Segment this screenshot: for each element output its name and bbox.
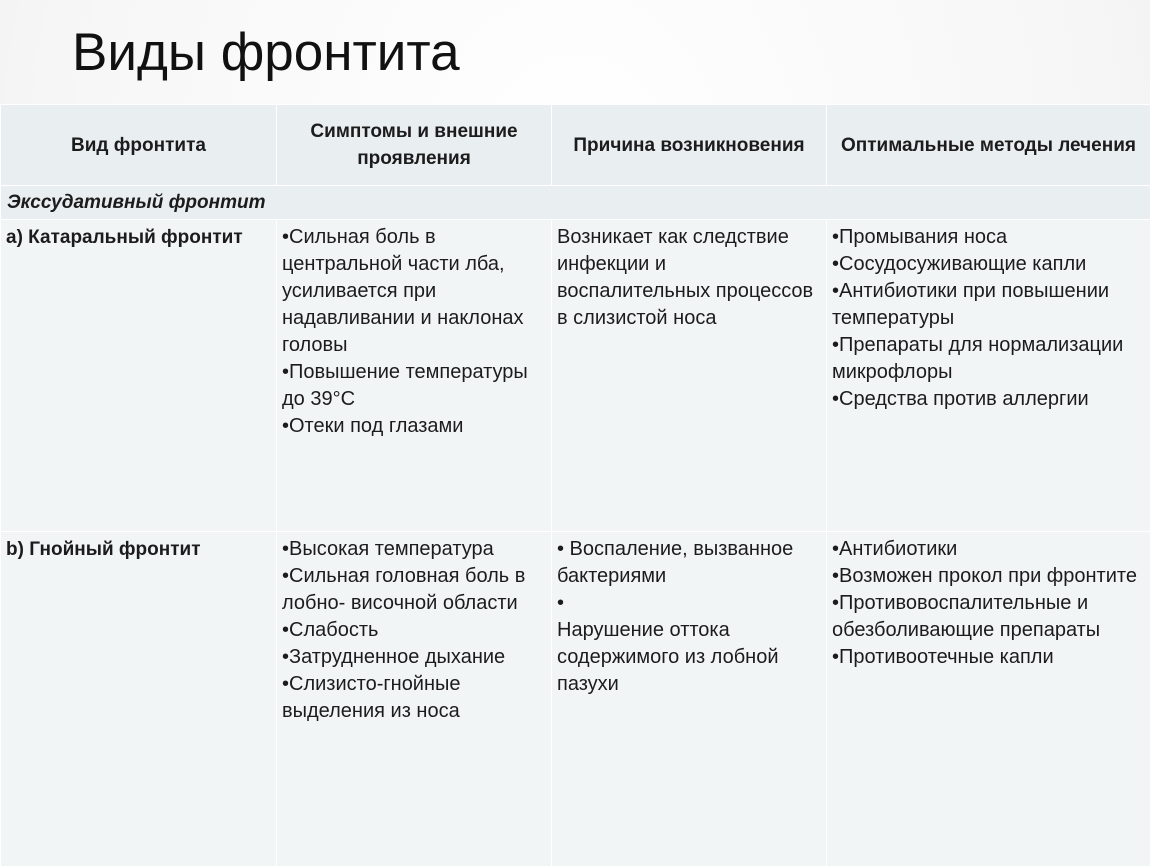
table-row: [1, 532, 1150, 867]
list-item: •Противоотечные капли: [832, 644, 1145, 671]
list-item: •Слизисто-гнойные выделения из носа: [282, 671, 546, 725]
header-symptoms: Симптомы и внешние проявления: [277, 105, 552, 186]
treatment-cell: [827, 532, 1150, 867]
type-cell: b) Гнойный фронтит: [1, 532, 277, 867]
list-item: •Средства против аллергии: [832, 386, 1145, 413]
type-cell: a) Катаральный фронтит: [1, 220, 277, 532]
list-item: •Промывания носа: [832, 224, 1145, 251]
section-row: [1, 186, 1150, 220]
list-item: •Возможен прокол при фронтите: [832, 563, 1145, 590]
header-cause: Причина возникновения: [552, 105, 827, 186]
list-item: •Противовоспалительные и обезболивающие препараты: [832, 590, 1145, 644]
list-item: •Высокая температура: [282, 536, 546, 563]
slide-title: Виды фронтита: [72, 20, 460, 86]
list-item: •Затрудненное дыхание: [282, 644, 546, 671]
list-item: •Сильная головная боль в лобно- височной области: [282, 563, 546, 617]
list-item: •Сильная боль в центральной части лба, усиливается при надавливании и наклонах головы: [282, 224, 546, 359]
list-item: Нарушение оттока содержимого из лобной пазухи: [557, 617, 821, 698]
table-row: [1, 220, 1150, 532]
list-item: • Воспаление, вызванное бактериями: [557, 536, 821, 590]
cause-cell: [552, 532, 827, 867]
list-item: •Препараты для нормализации микрофлоры: [832, 332, 1145, 386]
header-row: [1, 105, 1150, 186]
list-item: •: [557, 590, 821, 617]
treatment-cell: [827, 220, 1150, 532]
header-treatment: Оптимальные методы лечения: [827, 105, 1150, 186]
list-item: •Антибиотики: [832, 536, 1145, 563]
list-item: Возникает как следствие инфекции и воспалительных процессов в слизистой носа: [557, 224, 821, 332]
frontitis-types-table: [0, 104, 1150, 867]
symptoms-cell: [277, 220, 552, 532]
list-item: •Слабость: [282, 617, 546, 644]
list-item: •Повышение температуры до 39°C: [282, 359, 546, 413]
header-type: Вид фронтита: [1, 105, 277, 186]
section-label: Экссудативный фронтит: [1, 186, 1150, 220]
list-item: •Отеки под глазами: [282, 413, 546, 440]
list-item: •Антибиотики при повышении температуры: [832, 278, 1145, 332]
cause-cell: [552, 220, 827, 532]
list-item: •Сосудосуживающие капли: [832, 251, 1145, 278]
symptoms-cell: [277, 532, 552, 867]
